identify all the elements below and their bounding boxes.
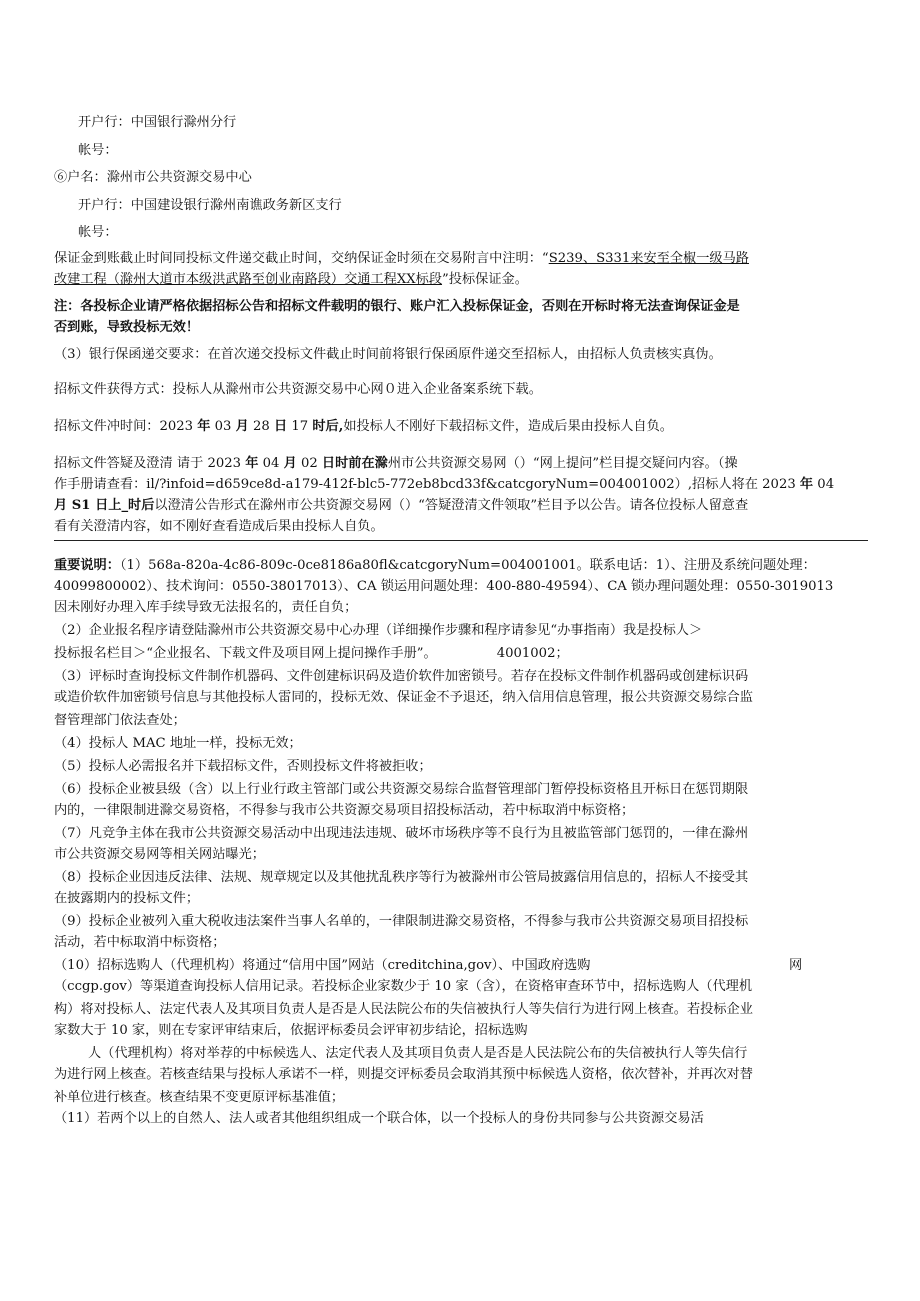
deadline-year: 年	[197, 419, 211, 434]
important-line-15: （8）投标企业因违反法律、法规、规章规定以及其他扰乱秩序等行为被滁州市公管局披露信用信息的，招标人不接受其	[54, 870, 749, 885]
signup-path: 投标报名栏目＞“企业报名、下载文件及项目网上提问操作手册”。	[54, 646, 437, 661]
important-line-23: 人（代理机构）将对举荐的中标候选人、法定代表人及其项目负责人是否是人民法院公布的失信被执行人等失信行	[88, 1046, 748, 1061]
important-line-11: （6）投标企业被县级（含）以上行业行政主管部门或公共资源交易综合监督管理部门暂停投标资格且开标日在惩罚期限	[54, 782, 749, 797]
clarify-year: 年	[245, 456, 259, 471]
important-line-19	[54, 957, 590, 975]
project-name-part-1: S239、S331来安至全椒一级马路	[548, 251, 749, 266]
important-line-17: （9）投标企业被列入重大税收违法案件当事人名单的，一律限制进滁交易资格，不得参与我市公共资源交易项目招投标	[54, 914, 749, 929]
important-label: 重要说明：	[54, 558, 120, 573]
clarify-month-value-2: 04	[813, 477, 835, 492]
clarify-text-2: 州市公共资源交易网（）“网上提问”栏目提交疑问内容。（操	[387, 456, 738, 471]
important-line-10: （5）投标人必需报名并下载招标文件，否则投标文件将被拒收；	[54, 759, 432, 774]
clarify-month-value: 04	[258, 456, 284, 471]
deposit-line-2	[54, 271, 528, 289]
clarify-before: 时前在滁	[335, 456, 388, 471]
clarify-announce: 以澄清公告形式在滁州市公共资源交易网（）“答疑澄清文件领取”栏目予以公告。请各位投标人留意查	[154, 498, 749, 513]
notice-line-2: 否到账，导致投标无效！	[54, 320, 200, 335]
important-line-8: 督管理部门依法查处；	[54, 713, 186, 728]
deposit-line-1	[54, 250, 749, 268]
account-line-2: 帐号：	[78, 225, 118, 240]
project-name-part-2: 改建工程（滁州大道市本级洪武路至创业南路段）交通工程XX标段	[54, 272, 443, 287]
bank-line-1: 开户行：中国银行滁州分行	[78, 115, 237, 130]
deadline-consequence: 如投标人不刚好下载招标文件，造成后果由投标人自负。	[343, 419, 673, 434]
clarify-time: 日上_时后	[95, 498, 155, 513]
important-line-20: （ccgp.gov）等渠道查询投标人信用记录。若投标企业家数少于 10 家（含），在资格审查环节中，招标选购人（代理机	[54, 979, 753, 994]
deadline-line	[54, 418, 673, 436]
clarify-line-3	[54, 497, 748, 515]
account-name-6: ⑥户名：滁州市公共资源交易中心	[54, 170, 252, 185]
important-line-4: （2）企业报名程序请登陆滁州市公共资源交易中心办理（详细操作步骤和程序请参见“办事指南）我是投标人＞	[54, 623, 703, 638]
clarify-line-4: 看有关澄清内容，如不刚好查看造成后果由投标人自负。	[54, 519, 384, 534]
clarify-line-1	[54, 455, 738, 473]
important-line-14: 市公共资源交易网等相关网站曝光；	[54, 847, 265, 862]
important-line-12: 内的，一律限制进滁交易资格，不得参与我市公共资源交易项目招投标活动，若中标取消中标资格；	[54, 803, 635, 818]
deadline-day: 日	[273, 419, 288, 434]
guarantee-requirement: （3）银行保函递交要求：在首次递交投标文件截止时间前将银行保函原件递交至招标人，由招标人负责核实真伪。	[54, 347, 722, 362]
deadline-hour: 时后,	[312, 419, 344, 434]
notice-line-1: 注：各投标企业请严格依据招标公告和招标文件载明的银行、账户汇入投标保证金，否则在开标时将无法查询保证金是	[54, 299, 740, 314]
signup-code: 4001002；	[496, 646, 569, 661]
important-line-6: （3）评标时查询投标文件制作机器码、文件创建标识码及造价软件加密锁号。若存在投标文件制作机器码或创建标识码	[54, 669, 749, 684]
important-line-21: 构）将对投标人、法定代表人及其项目负责人是否是人民法院公布的失信被执行人等失信行为进行网上核查。若投标企业	[54, 1002, 753, 1017]
clarify-day-value: 02	[296, 456, 322, 471]
clarify-month-2: 月	[54, 498, 68, 513]
important-line-18: 活动，若中标取消中标资格；	[54, 935, 226, 950]
account-line-1: 帐号：	[78, 143, 118, 158]
clarify-year-2: 年	[799, 477, 814, 492]
important-line-2: 40099800002）、技术询问：0550-38017013）、CA 锁运用问题处理：400-880-49594）、CA 锁办理问题处理：0550-3019013	[54, 579, 834, 594]
important-line-22: 家数大于 10 家，则在专家评审结束后，依据评标委员会评审初步结论，招标选购	[54, 1023, 528, 1038]
important-line-9: （4）投标人 MAC 地址一样，投标无效；	[54, 736, 302, 751]
important-item-1: （1）568a-820a-4c86-809c-0ce8186a80fl&catcgoryNum=004001001。联系电话：1）、注册及系统问题处理：	[119, 558, 816, 573]
deadline-day-value: 28	[248, 419, 274, 434]
clarify-line-2	[54, 476, 834, 494]
clarify-text: 招标文件答疑及澄清 请于 2023	[54, 456, 246, 471]
clarify-month: 月	[283, 456, 297, 471]
important-line-1	[54, 557, 816, 575]
bank-line-2: 开户行：中国建设银行滁州南谯政务新区支行	[78, 198, 342, 213]
deposit-suffix: ”投标保证金。	[442, 272, 528, 287]
important-line-24: 为进行网上核查。若核查结果与投标人承诺不一样，则提交评标委员会取消其预中标候选人资格，依次替补，并再次对替	[54, 1067, 753, 1082]
obtain-method: 招标文件获得方式：投标人从滁州市公共资源交易中心网０进入企业备案系统下载。	[54, 382, 542, 397]
important-line-7: 或造价软件加密锁号信息与其他投标人雷同的，投标无效、保证金不予退还，纳入信用信息管理，报公共资源交易综合监	[54, 690, 753, 705]
important-line-13: （7）凡竞争主体在我市公共资源交易活动中出现违法违规、破坏市场秩序等不良行为且被监管部门惩罚的，一律在滁州	[54, 826, 749, 841]
important-line-3: 因未刚好办理入库手续导致无法报名的，责任自负；	[54, 600, 358, 615]
credit-check-text: （10）招标选购人（代理机构）将通过“信用中国”网站（creditchina,gov）、中国政府选购	[54, 958, 591, 973]
deadline-text: 招标文件冲时间：2023	[54, 419, 198, 434]
important-line-25: 补单位进行核查。核查结果不变更原评标基准值；	[54, 1090, 345, 1105]
horizontal-rule	[54, 540, 868, 541]
important-line-16: 在披露期内的投标文件；	[54, 891, 200, 906]
clarify-day-value-2: S1	[67, 498, 96, 513]
deposit-text: 保证金到账截止时间同投标文件递交截止时间，交纳保证金时须在交易附言中注明：“	[54, 251, 549, 266]
clarify-day: 日	[321, 456, 336, 471]
clarify-manual: 作手册请查看：il/?infoid=d659ce8d-a179-412f-blc5-772eb8bcd33f&catcgoryNum=004001002）,招标人将在 2023	[54, 477, 800, 492]
important-line-26: （11）若两个以上的自然人、法人或者其他组织组成一个联合体，以一个投标人的身份共同参与公共资源交易活	[54, 1111, 704, 1126]
important-line-19-tail: 网	[789, 958, 803, 973]
important-line-5	[54, 645, 569, 663]
deadline-month: 月	[235, 419, 249, 434]
deadline-month-value: 03	[210, 419, 236, 434]
deadline-hour-value: 17	[287, 419, 313, 434]
